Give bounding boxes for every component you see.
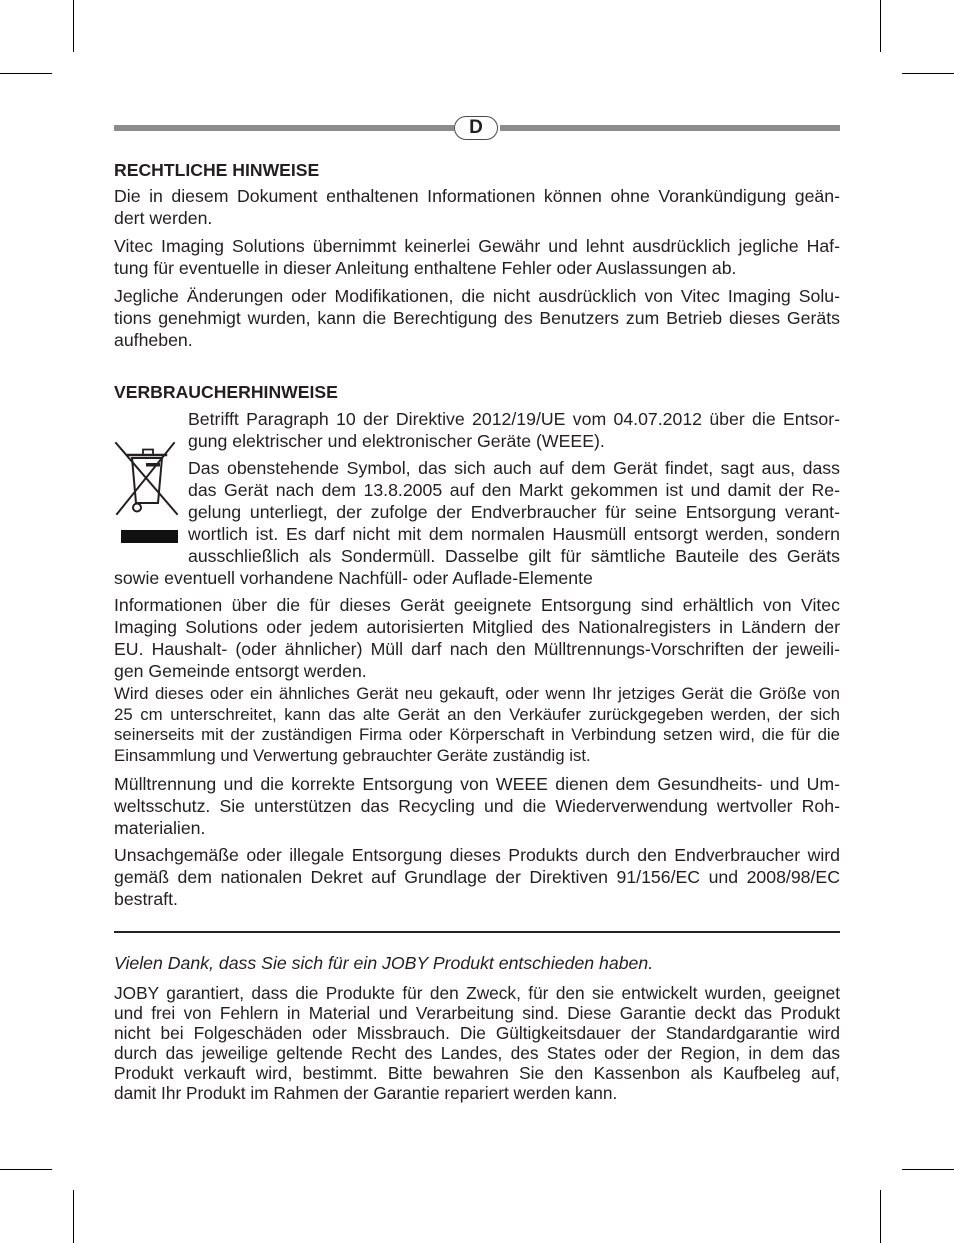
- consumer-paragraph-penalty: [114, 844, 840, 910]
- thank-you-line: Vielen Dank, dass Sie sich für ein JOBY Produkt entschieden haben.: [114, 953, 654, 973]
- text-line: gemäß dem nationalen Dekret auf Grundlage der Direktiven 91/156/EC und 2008/98/EC: [114, 867, 840, 887]
- section-heading-legal: RECHTLICHE HINWEISE: [114, 160, 320, 180]
- text-line: ausschließlich als Sondermüll. Dasselbe gilt für sämtliche Bauteile des Geräts: [188, 546, 840, 566]
- text-line: JOBY garantiert, dass die Produkte für den Zweck, für den sie entwickelt wurden, geeignet: [114, 983, 840, 1003]
- consumer-paragraph-recycling: [114, 773, 840, 839]
- text-line: wortlich ist. Es darf nicht mit dem normalen Hausmüll entsorgt werden, sondern: [188, 524, 840, 544]
- crop-mark-top-left-horizontal: [0, 73, 52, 74]
- legal-paragraph-2: [114, 235, 840, 279]
- text-line: 25 cm unterschreitet, kann das alte Gerät an den Verkäufer zurückgegeben werden, der sich: [114, 704, 840, 724]
- text-line: Das obenstehende Symbol, das sich auch auf dem Gerät findet, sagt aus, dass: [188, 458, 840, 478]
- crop-mark-bottom-right-horizontal: [902, 1169, 954, 1170]
- text-line: Vitec Imaging Solutions übernimmt keinerlei Gewähr und lehnt ausdrücklich jegliche Haf-: [114, 236, 840, 256]
- text-line: Betrifft Paragraph 10 der Direktive 2012/19/UE vom 04.07.2012 über die Entsor-: [188, 409, 840, 429]
- text-line: und frei von Fehlern in Material und Verarbeitung sind. Diese Garantie deckt das Produkt: [114, 1003, 840, 1023]
- header-rule-left: [114, 125, 454, 131]
- text-line: tions genehmigt wurden, kann die Berechtigung des Benutzers zum Betrieb dieses Geräts: [114, 308, 840, 328]
- weee-black-bar: [121, 530, 178, 543]
- text-line: nicht bei Folgeschäden oder Missbrauch. Die Gültigkeitsdauer der Standardgarantie wird: [114, 1023, 840, 1043]
- text-line: gen Gemeinde entsorgt werden.: [114, 661, 367, 681]
- crossed-out-wheelie-bin-icon: [114, 440, 180, 518]
- crop-mark-bottom-right-vertical: [880, 1190, 881, 1243]
- crop-mark-top-left-vertical: [73, 0, 74, 52]
- text-line: sowie eventuell vorhandene Nachfüll- oder Auflade-Elemente: [114, 568, 593, 588]
- weee-paragraph-1: [188, 408, 840, 452]
- text-line: damit Ihr Produkt im Rahmen der Garantie repariert werden kann.: [114, 1083, 618, 1103]
- text-line: tung für eventuelle in dieser Anleitung enthaltene Fehler oder Auslassungen ab.: [114, 258, 737, 278]
- text-line: Unsachgemäße oder illegale Entsorgung dieses Produkts durch den Endverbraucher wird: [114, 845, 840, 865]
- consumer-paragraph-disposal-info: [114, 594, 840, 682]
- text-line: aufheben.: [114, 330, 193, 350]
- text-line: Mülltrennung und die korrekte Entsorgung von WEEE dienen dem Gesundheits- und Um-: [114, 774, 840, 794]
- text-line: Die in diesem Dokument enthaltenen Informationen können ohne Vorankündigung geän-: [114, 186, 840, 206]
- horizontal-rule: [114, 931, 840, 933]
- text-line: materialien.: [114, 818, 206, 838]
- weee-paragraph-2: [188, 457, 840, 567]
- text-line: EU. Haushalt- (oder ähnlicher) Müll darf nach den Mülltrennungs-Vorschriften der jeweili-: [114, 639, 840, 659]
- section-language-badge: D: [454, 116, 498, 140]
- consumer-paragraph-return: [114, 684, 840, 766]
- text-line: Informationen über die für dieses Gerät geeignete Entsorgung sind erhältlich von Vitec: [114, 595, 840, 615]
- warranty-paragraph: [114, 983, 840, 1103]
- text-line: dert werden.: [114, 208, 213, 228]
- crop-mark-bottom-left-horizontal: [0, 1169, 52, 1170]
- text-line: seinerseits mit der zuständigen Firma oder Körperschaft in Verbindung setzen wird, die für die: [114, 725, 840, 745]
- header-rule-right: [500, 125, 840, 131]
- text-line: Produkt verkauft wird, bestimmt. Bitte bewahren Sie den Kassenbon als Kaufbeleg auf,: [114, 1063, 840, 1083]
- legal-paragraph-3: [114, 285, 840, 351]
- legal-paragraph-1: [114, 185, 840, 229]
- text-line: weltsschutz. Sie unterstützen das Recycling und die Wiederverwendung wertvoller Roh-: [114, 796, 840, 816]
- weee-text-block: [188, 408, 840, 567]
- crop-mark-top-right-vertical: [880, 0, 881, 52]
- text-line: gelung unterliegt, der zufolge der Endverbraucher für seine Entsorgung verant-: [188, 502, 840, 522]
- crop-mark-top-right-horizontal: [902, 73, 954, 74]
- text-line: Jegliche Änderungen oder Modifikationen, die nicht ausdrücklich von Vitec Imaging Solu-: [114, 286, 840, 306]
- text-line: Einsammlung und Verwertung gebrauchter Geräte zuständig ist.: [114, 745, 591, 765]
- text-line: bestraft.: [114, 889, 178, 909]
- text-line: Wird dieses oder ein ähnliches Gerät neu gekauft, oder wenn Ihr jetziges Gerät die Größe von: [114, 684, 840, 703]
- weee-paragraph-2-last-line: [114, 567, 840, 589]
- text-line: Imaging Solutions oder jedem autorisierten Mitglied des Nationalregisters in Ländern der: [114, 617, 840, 637]
- text-line: das Gerät nach dem 13.8.2005 auf den Markt gekommen ist und damit der Re-: [188, 480, 840, 500]
- crop-mark-bottom-left-vertical: [73, 1190, 74, 1243]
- text-line: gung elektrischer und elektronischer Geräte (WEEE).: [188, 431, 605, 451]
- text-line: durch das jeweilige geltende Recht des Landes, des States oder der Region, in dem das: [114, 1043, 840, 1063]
- section-heading-consumer: VERBRAUCHERHINWEISE: [114, 382, 338, 402]
